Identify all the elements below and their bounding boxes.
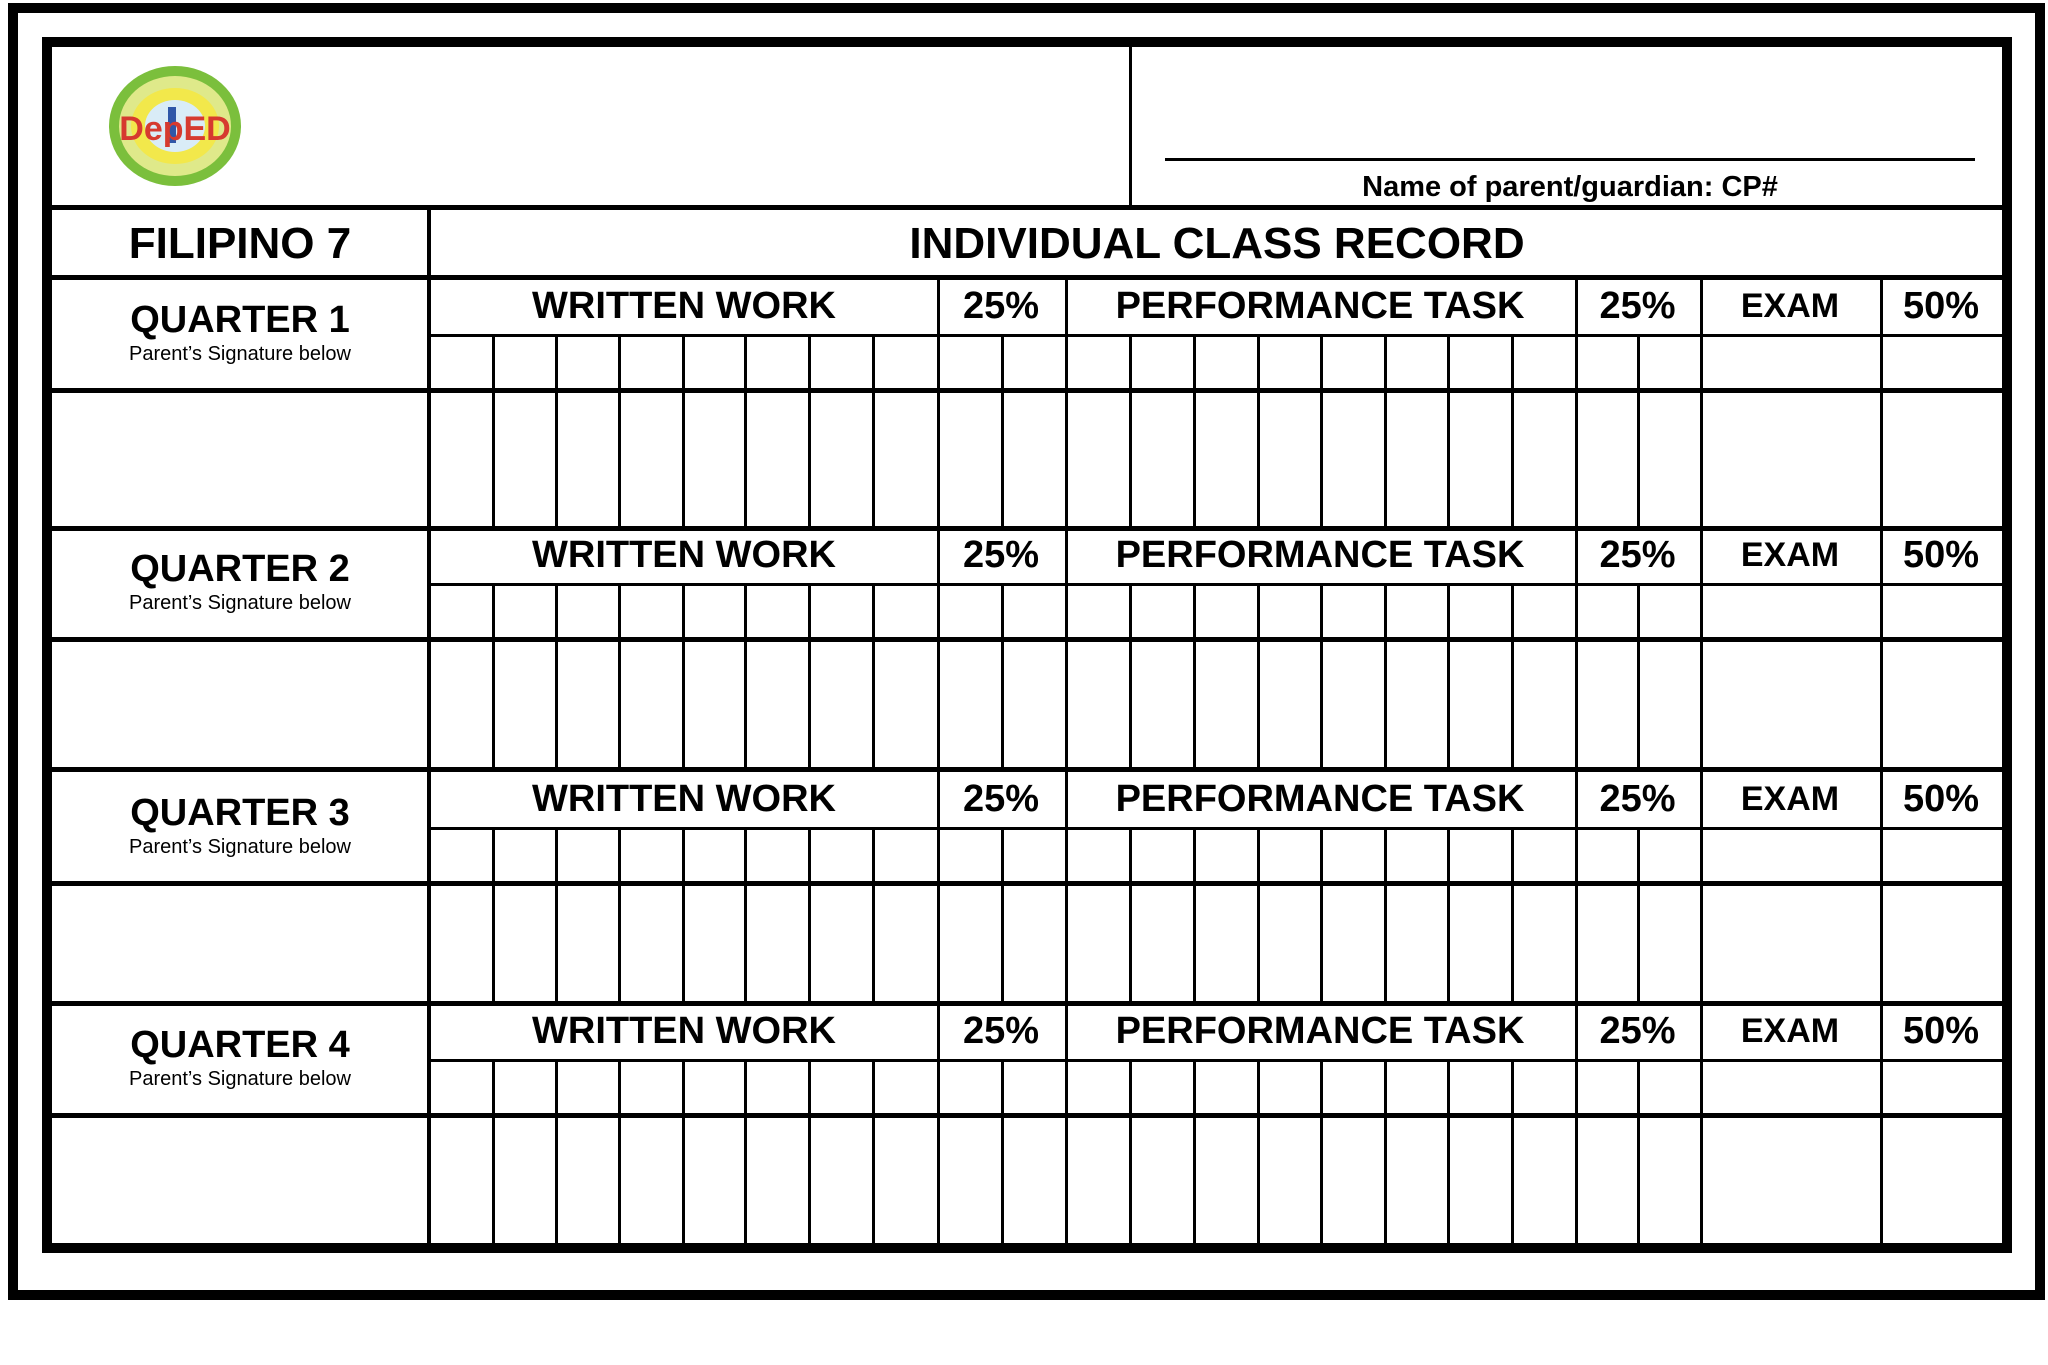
performance-task-label: PERFORMANCE TASK xyxy=(1115,777,1525,820)
written-work-percent: 25% xyxy=(962,1009,1040,1052)
cell-rule xyxy=(1511,334,1514,526)
cell-rule xyxy=(872,1059,875,1243)
parent-signature-caption: Parent’s Signature below xyxy=(129,342,351,365)
cell-rule xyxy=(808,1059,811,1243)
parent-signature-caption: Parent’s Signature below xyxy=(129,835,351,858)
cell-rule xyxy=(1511,583,1514,767)
score-row-rule xyxy=(52,1113,2002,1118)
score-row-rule xyxy=(52,881,2002,886)
performance-task-label: PERFORMANCE TASK xyxy=(1115,533,1525,576)
quarter-heading xyxy=(52,549,428,616)
performance-task-percent: 25% xyxy=(1599,1009,1676,1052)
cell-rule xyxy=(682,1059,685,1243)
cell-rule xyxy=(682,827,685,1001)
quarter-heading xyxy=(52,793,428,860)
header-cell-rule xyxy=(431,1059,2002,1062)
performance-task-label: PERFORMANCE TASK xyxy=(1115,284,1525,327)
cell-rule xyxy=(555,1059,558,1243)
quarter-label: QUARTER 3 xyxy=(130,792,350,834)
cell-rule xyxy=(1447,827,1450,1001)
cell-rule xyxy=(555,583,558,767)
parent-signature-caption: Parent’s Signature below xyxy=(129,1067,351,1090)
cell-rule xyxy=(1384,1059,1387,1243)
cell-rule xyxy=(872,583,875,767)
exam-percent: 50% xyxy=(1902,777,1980,820)
cell-rule xyxy=(1129,1059,1132,1243)
cell-rule xyxy=(744,1059,747,1243)
exam-label: EXAM xyxy=(1740,286,1840,325)
quarter-label: QUARTER 2 xyxy=(130,548,350,590)
cell-rule xyxy=(1001,334,1004,526)
cell-rule xyxy=(1511,1059,1514,1243)
cell-rule xyxy=(1001,583,1004,767)
quarter-heading xyxy=(52,1025,428,1092)
cell-rule xyxy=(1384,334,1387,526)
guardian-signature-line xyxy=(1165,158,1975,161)
cell-rule xyxy=(808,583,811,767)
cell-rule xyxy=(808,827,811,1001)
header-cell-rule xyxy=(431,334,2002,337)
performance-task-percent: 25% xyxy=(1599,533,1676,576)
exam-label: EXAM xyxy=(1740,779,1840,818)
parent-signature-caption: Parent’s Signature below xyxy=(129,591,351,614)
cell-rule xyxy=(1637,1059,1640,1243)
deped-logo xyxy=(104,62,246,190)
subject-title: FILIPINO 7 xyxy=(128,219,352,268)
header-cell-rule xyxy=(431,827,2002,830)
cell-rule xyxy=(492,1059,495,1243)
cell-rule xyxy=(682,583,685,767)
header-divider xyxy=(1129,47,1132,207)
cell-rule xyxy=(1129,583,1132,767)
cell-rule xyxy=(1193,583,1196,767)
cell-rule xyxy=(1384,827,1387,1001)
cell-rule xyxy=(1511,827,1514,1001)
written-work-label: WRITTEN WORK xyxy=(532,533,836,576)
cell-rule xyxy=(1129,334,1132,526)
written-work-percent: 25% xyxy=(962,777,1040,820)
cell-rule xyxy=(1257,583,1260,767)
cell-rule xyxy=(744,583,747,767)
quarter-label: QUARTER 4 xyxy=(130,1024,350,1066)
exam-label: EXAM xyxy=(1740,1011,1840,1050)
cell-rule xyxy=(618,827,621,1001)
cell-rule xyxy=(1193,827,1196,1001)
cell-rule xyxy=(618,334,621,526)
score-row-rule xyxy=(52,388,2002,393)
cell-rule xyxy=(872,827,875,1001)
cell-rule xyxy=(492,583,495,767)
written-work-label: WRITTEN WORK xyxy=(532,284,836,327)
cell-rule xyxy=(492,827,495,1001)
written-work-percent: 25% xyxy=(962,284,1040,327)
cell-rule xyxy=(555,827,558,1001)
cell-rule xyxy=(1320,827,1323,1001)
written-work-label: WRITTEN WORK xyxy=(532,777,836,820)
cell-rule xyxy=(682,334,685,526)
score-row-rule xyxy=(52,637,2002,642)
cell-rule xyxy=(1129,827,1132,1001)
written-work-percent: 25% xyxy=(962,533,1040,576)
cell-rule xyxy=(555,334,558,526)
performance-task-label: PERFORMANCE TASK xyxy=(1115,1009,1525,1052)
cell-rule xyxy=(872,334,875,526)
guardian-label: Name of parent/guardian: CP# xyxy=(1362,170,1778,203)
cell-rule xyxy=(1193,1059,1196,1243)
header-cell-rule xyxy=(431,583,2002,586)
cell-rule xyxy=(1447,583,1450,767)
cell-rule xyxy=(1384,583,1387,767)
cell-rule xyxy=(1320,1059,1323,1243)
quarter-heading xyxy=(52,300,428,367)
cell-rule xyxy=(1447,1059,1450,1243)
exam-percent: 50% xyxy=(1902,1009,1980,1052)
quarter-label: QUARTER 1 xyxy=(130,299,350,341)
cell-rule xyxy=(1637,583,1640,767)
logo-text: DepED xyxy=(119,110,231,148)
cell-rule xyxy=(1447,334,1450,526)
cell-rule xyxy=(808,334,811,526)
deped-seal-icon xyxy=(104,62,246,190)
cell-rule xyxy=(1637,334,1640,526)
cell-rule xyxy=(744,827,747,1001)
cell-rule xyxy=(1001,1059,1004,1243)
cell-rule xyxy=(1257,334,1260,526)
cell-rule xyxy=(1257,827,1260,1001)
exam-percent: 50% xyxy=(1902,284,1980,327)
written-work-label: WRITTEN WORK xyxy=(532,1009,836,1052)
record-title: INDIVIDUAL CLASS RECORD xyxy=(909,219,1525,268)
cell-rule xyxy=(1001,827,1004,1001)
cell-rule xyxy=(1320,334,1323,526)
cell-rule xyxy=(492,334,495,526)
performance-task-percent: 25% xyxy=(1599,777,1676,820)
cell-rule xyxy=(1320,583,1323,767)
exam-label: EXAM xyxy=(1740,535,1840,574)
performance-task-percent: 25% xyxy=(1599,284,1676,327)
cell-rule xyxy=(618,583,621,767)
cell-rule xyxy=(1637,827,1640,1001)
cell-rule xyxy=(1193,334,1196,526)
cell-rule xyxy=(744,334,747,526)
cell-rule xyxy=(618,1059,621,1243)
exam-percent: 50% xyxy=(1902,533,1980,576)
cell-rule xyxy=(1257,1059,1260,1243)
